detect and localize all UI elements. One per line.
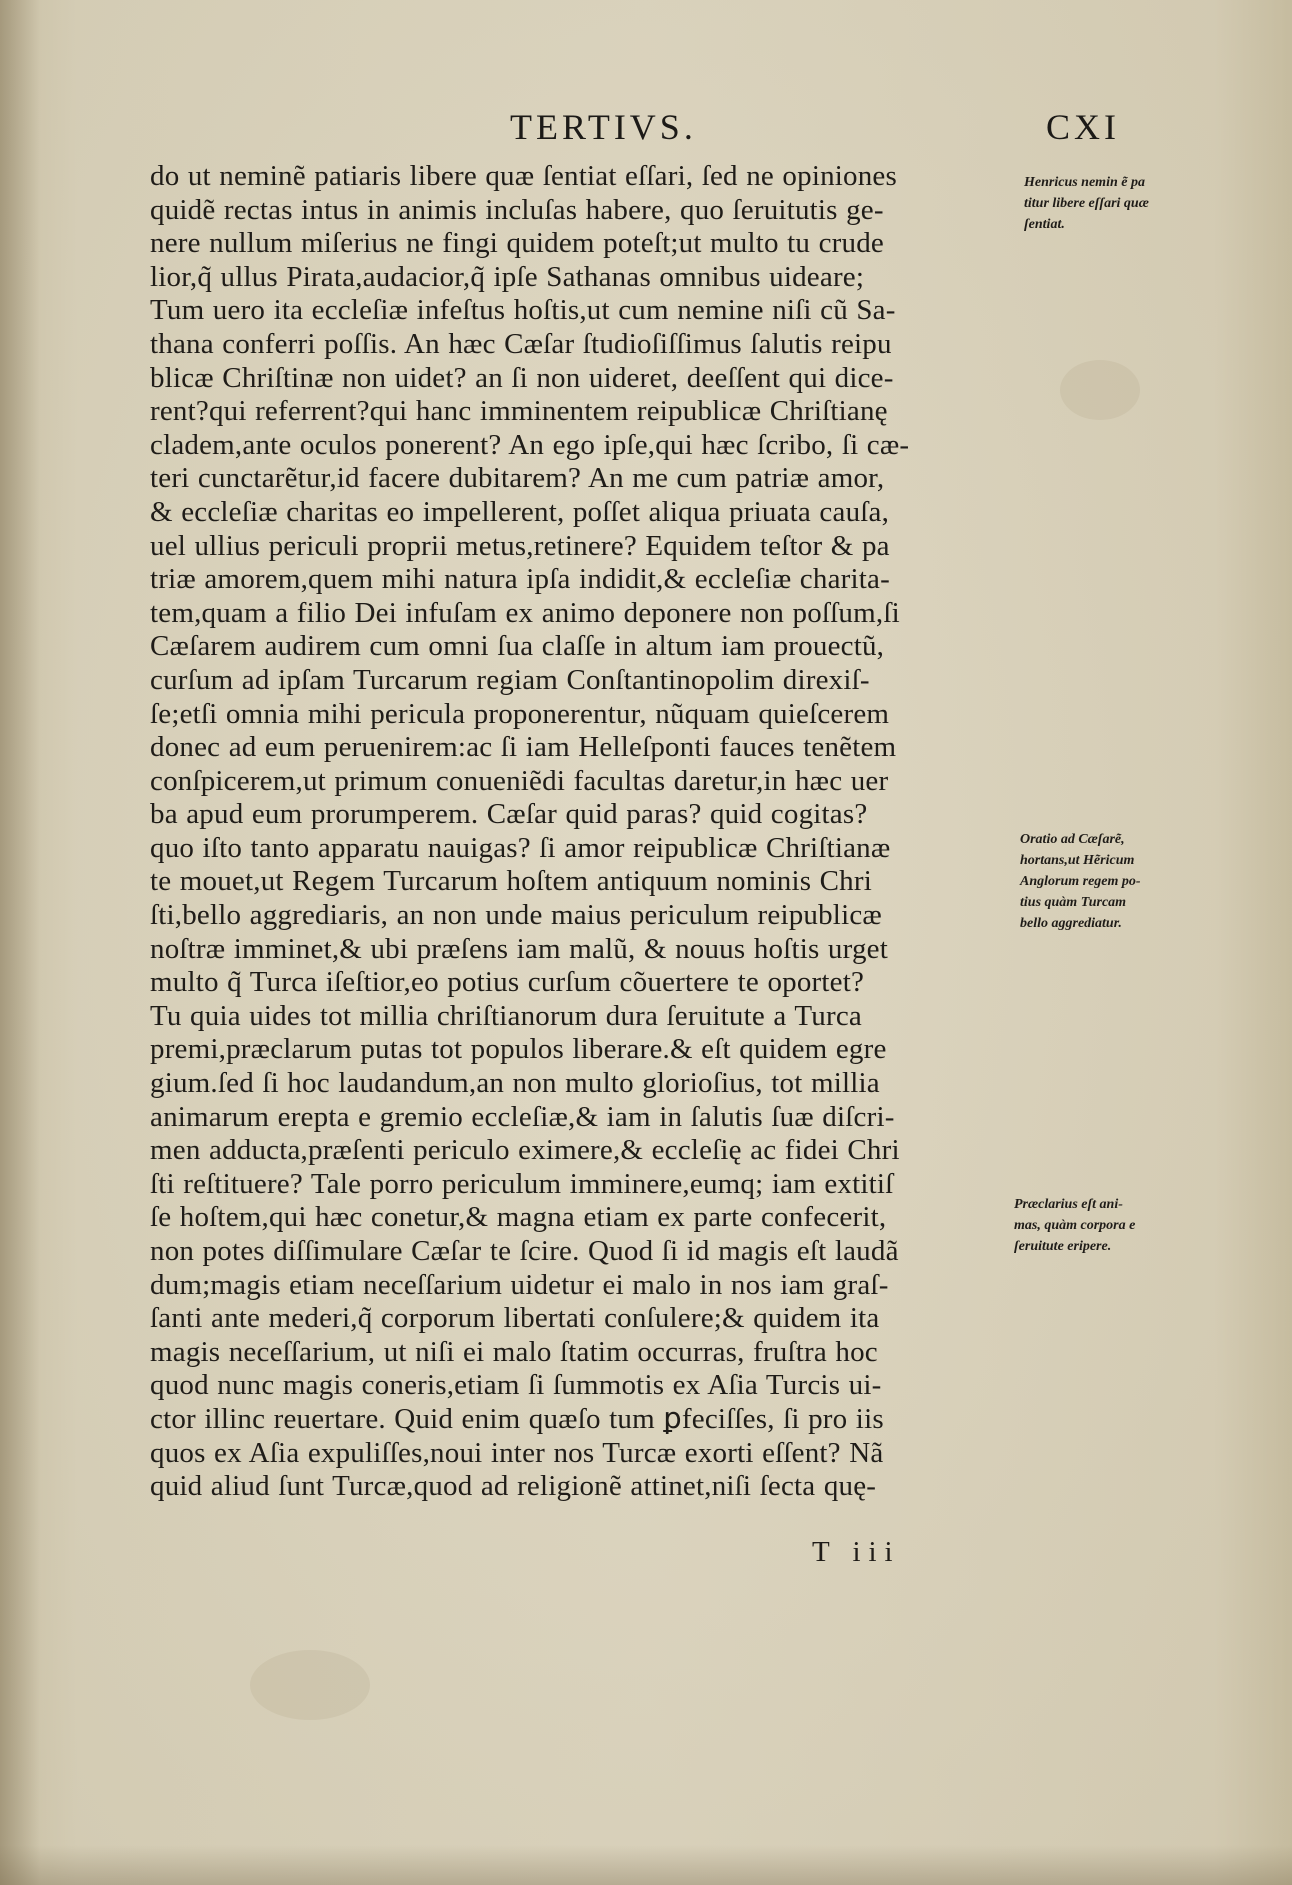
paper-stain	[250, 1650, 370, 1720]
text-line: quid aliud ſunt Turcæ,quod ad religionẽ attinet,niſi ſecta quę-	[150, 1470, 877, 1503]
marginal-note-line: Præclarius eſt ani-	[1014, 1197, 1123, 1212]
text-line: te mouet,ut Regem Turcarum hoſtem antiquum nominis Chri	[150, 865, 873, 898]
text-line: Cæſarem audirem cum omni ſua claſſe in altum iam prouectũ,	[150, 630, 885, 663]
text-line: men adducta,præſenti periculo eximere,& eccleſię ac fidei Chri	[150, 1134, 900, 1167]
marginal-note-line: titur libere eſſari quæ	[1024, 196, 1149, 211]
text-line: animarum erepta e gremio eccleſiæ,& iam in ſalutis ſuæ diſcri-	[150, 1100, 895, 1133]
marginal-note-line: ſentiat.	[1024, 217, 1065, 232]
text-line: quo iſto tanto apparatu nauigas? ſi amor reipublicæ Chriſtianæ	[150, 831, 891, 864]
text-line: ſe hoſtem,qui hæc conetur,& magna etiam ex parte confecerit,	[150, 1201, 887, 1234]
marginal-note-line: mas, quàm corpora e	[1014, 1218, 1136, 1233]
text-line: ſti,bello aggrediaris, an non unde maius periculum reipublicæ	[150, 899, 882, 932]
text-line: triæ amorem,quem mihi natura ipſa indidit,& eccleſiæ charita-	[150, 563, 890, 596]
text-line: uel ullius periculi proprii metus,retinere? Equidem teſtor & pa	[150, 529, 890, 562]
text-line: nere nullum miſerius ne fingi quidem poteſt;ut multo tu crude	[150, 227, 884, 260]
text-line: ctor illinc reuertare. Quid enim quæſo tum ꝑfeciſſes, ſi pro iis	[150, 1402, 884, 1435]
text-line: blicæ Chriſtinæ non uidet? an ſi non uideret, deeſſent qui dice-	[150, 361, 894, 394]
text-line: gium.ſed ſi hoc laudandum,an non multo glorioſius, tot millia	[150, 1067, 880, 1100]
text-line: Tum uero ita eccleſiæ infeſtus hoſtis,ut cum nemine niſi cũ Sa-	[150, 294, 896, 327]
text-line: do ut neminẽ patiaris libere quæ ſentiat eſſari, ſed ne opiniones	[150, 160, 897, 192]
text-line: curſum ad ipſam Turcarum regiam Conſtantinopolim direxiſ-	[150, 663, 870, 696]
text-line: noſtræ imminet,& ubi præſens iam malũ, & nouus hoſtis urget	[150, 932, 888, 965]
marginal-note-line: tius quàm Turcam	[1020, 895, 1127, 910]
marginal-note-line: Henricus nemin ẽ pa	[1024, 175, 1145, 190]
text-line: ſti reſtituere? Tale porro periculum imminere,eumq; iam extitiſ	[150, 1167, 894, 1200]
text-line: ba apud eum prorumperem. Cæſar quid paras? quid cogitas?	[150, 798, 868, 831]
text-line: conſpicerem,ut primum conueniẽdi facultas daretur,in hæc uer	[150, 764, 889, 797]
marginal-note	[1024, 172, 1204, 235]
text-line: quos ex Aſia expuliſſes,noui inter nos Turcæ exorti eſſent? Nã	[150, 1436, 884, 1469]
text-line: quod nunc magis coneris,etiam ſi ſummotis ex Aſia Turcis ui-	[150, 1369, 882, 1402]
main-text-block	[150, 160, 1010, 1504]
text-line: & eccleſiæ charitas eo impellerent, poſſet aliqua priuata cauſa,	[150, 495, 890, 528]
text-line: quidẽ rectas intus in animis incluſas habere, quo ſeruitutis ge-	[150, 193, 884, 226]
folio-number: CXI	[1046, 107, 1120, 147]
marginal-note	[1014, 1194, 1194, 1257]
signature-mark: T iii	[812, 1536, 901, 1568]
marginal-note-line: ſeruitute eripere.	[1014, 1239, 1112, 1254]
text-line: lior,q̃ ullus Pirata,audacior,q̃ ipſe Sathanas omnibus uideare;	[150, 260, 865, 293]
bottom-edge-shadow	[0, 1845, 1292, 1885]
text-line: multo q̃ Turca iſeſtior,eo potius curſum cõuertere te oportet?	[150, 966, 865, 999]
text-line: tem,quam a filio Dei infuſam ex animo deponere non poſſum,ſi	[150, 596, 900, 629]
text-line: Tu quia uides tot millia chriſtianorum dura ſeruitute a Turca	[150, 999, 863, 1032]
gutter-shadow	[0, 0, 40, 1885]
marginal-note-line: hortans,ut Hẽricum	[1020, 853, 1135, 868]
text-line: teri cunctarẽtur,id facere dubitarem? An me cum patriæ amor,	[150, 462, 885, 495]
text-line: rent?qui referrent?qui hanc imminentem reipublicæ Chriſtianę	[150, 395, 888, 428]
text-line: non potes diſſimulare Cæſar te ſcire. Quod ſi id magis eſt laudã	[150, 1235, 899, 1267]
text-line: dum;magis etiam neceſſarium uidetur ei malo in nos iam graſ-	[150, 1268, 889, 1301]
marginal-note-line: Oratio ad Cæſarẽ,	[1020, 832, 1125, 847]
marginal-note-line: Anglorum regem po-	[1020, 874, 1141, 889]
text-line: thana conferri poſſis. An hæc Cæſar ſtudioſiſſimus ſalutis reipu	[150, 327, 892, 360]
marginal-note-line: bello aggrediatur.	[1020, 916, 1122, 931]
text-line: ſanti ante mederi,q̃ corporum libertati conſulere;& quidem ita	[150, 1302, 880, 1335]
marginal-note	[1020, 829, 1200, 934]
text-line: ſe;etſi omnia mihi pericula proponerentur, nũquam quieſcerem	[150, 697, 890, 730]
text-line: donec ad eum peruenirem:ac ſi iam Helleſponti fauces tenẽtem	[150, 731, 897, 764]
text-line: cladem,ante oculos ponerent? An ego ipſe,qui hæc ſcribo, ſi cæ-	[150, 428, 910, 461]
text-line: magis neceſſarium, ut niſi ei malo ſtatim occurras, fruſtra hoc	[150, 1335, 878, 1368]
text-line: premi,præclarum putas tot populos liberare.& eſt quidem egre	[150, 1033, 887, 1066]
paper-stain	[1060, 360, 1140, 420]
running-head: TERTIVS.	[510, 107, 697, 147]
